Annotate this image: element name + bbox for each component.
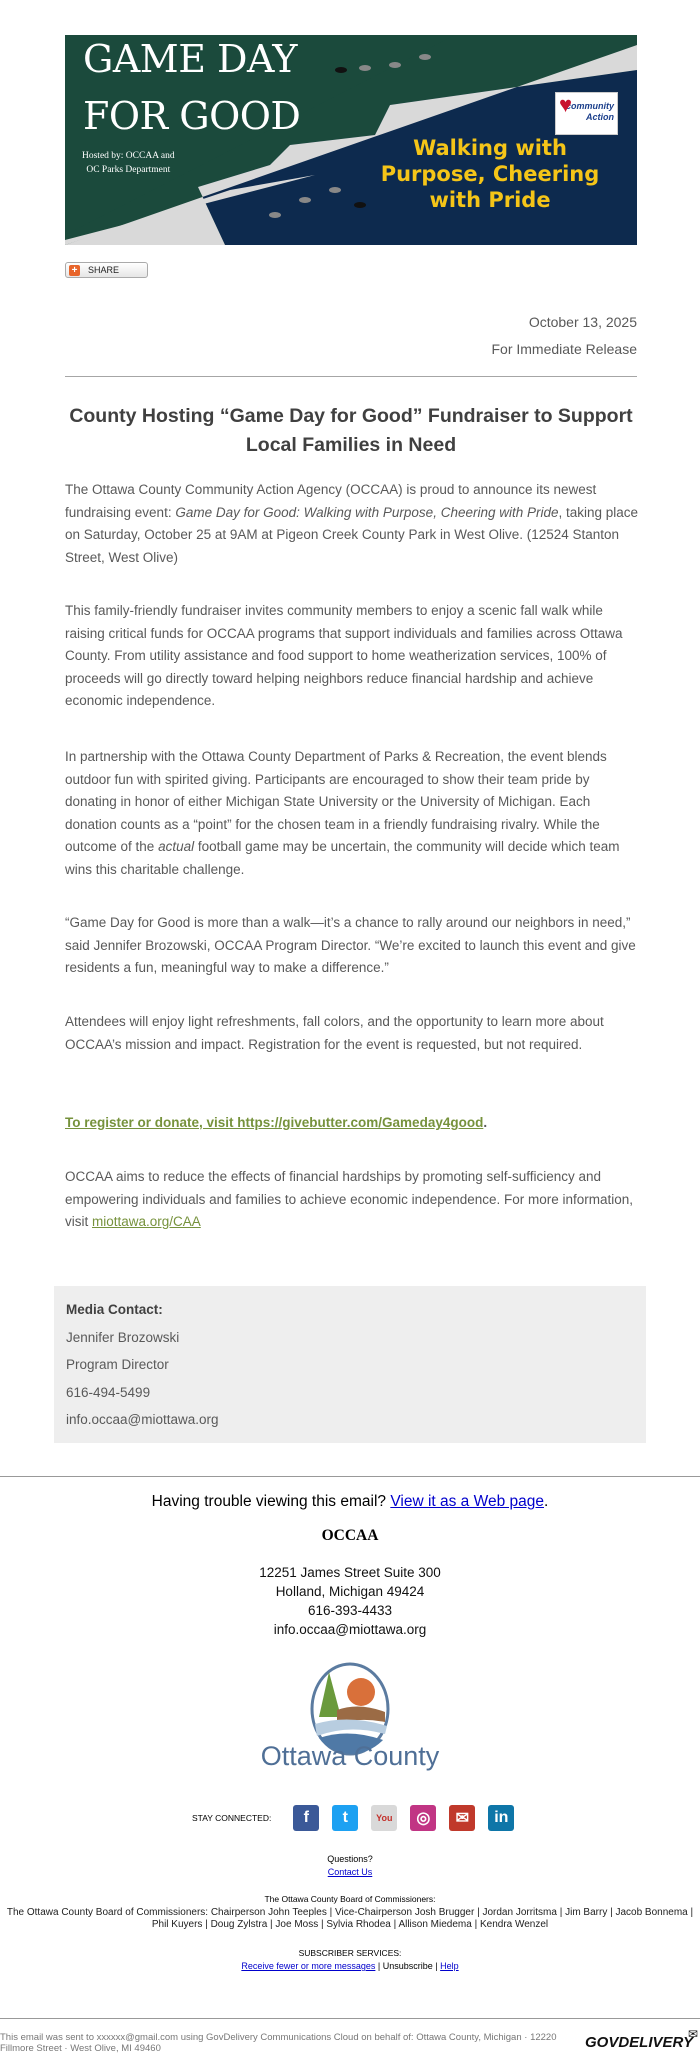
banner-slogan: Walking with Purpose, Cheering with Pride: [380, 136, 600, 212]
page-title: County Hosting “Game Day for Good” Fundraiser to Support Local Families in Need: [69, 405, 633, 456]
web-page-link[interactable]: View it as a Web page: [390, 1493, 544, 1510]
youtube-icon[interactable]: You: [371, 1805, 397, 1831]
facebook-icon[interactable]: f: [293, 1805, 319, 1831]
paragraph-quote: “Game Day for Good is more than a walk—it’s a chance to rally around our neighbors in need,” said Jennifer Brozowski, OCCAA Program Director. “We’re excited to launch this event and give residents a fun, meaningful way to make a difference.”: [65, 915, 636, 976]
share-button[interactable]: [65, 262, 148, 278]
text: The Ottawa County Community Action Agency (OCCAA) is proud to announce its newest fundraising event:: [65, 482, 597, 520]
text: .: [483, 1115, 488, 1130]
subscriber-heading: SUBSCRIBER SERVICES:: [298, 1948, 402, 1958]
envelope-icon: ✉: [688, 2027, 699, 2041]
banner-hosted-by: [82, 149, 175, 177]
release-date: October 13, 2025: [528, 314, 637, 330]
footer-divider: [0, 1476, 700, 1477]
release-type: For Immediate Release: [491, 341, 637, 357]
separator: |: [375, 1961, 383, 1971]
twitter-icon[interactable]: t: [332, 1805, 358, 1831]
event-banner: [65, 35, 637, 245]
org-name: OCCAA: [321, 1527, 379, 1544]
address-line2: Holland, Michigan 49424: [275, 1584, 425, 1599]
text: OCCAA aims to reduce the effects of financial hardships by promoting self-sufficiency and empowering individuals and families to achieve economic independence. For more information, visit: [65, 1169, 634, 1230]
linkedin-icon[interactable]: in: [488, 1805, 514, 1831]
register-link[interactable]: To register or donate, visit https://givebutter.com/Gameday4good: [65, 1115, 484, 1130]
emphasis: actual: [158, 839, 195, 855]
contact-us-link[interactable]: Contact Us: [327, 1867, 373, 1877]
questions-label: Questions?: [327, 1854, 373, 1864]
paragraph-partnership: [65, 746, 645, 882]
help-link[interactable]: Help: [440, 1961, 459, 1971]
paragraph-details: This family-friendly fundraiser invites community members to enjoy a scenic fall walk while raising critical funds for OCCAA programs that support individuals and families across Ottawa County. From utility assistance and food support to home weatherization services, 100% of proceeds will go directly toward helping neighbors reduce financial hardship and achieve economic independence.: [65, 603, 623, 709]
paragraph-mission: [65, 1166, 645, 1234]
contact-title: Program Director: [66, 1357, 169, 1373]
text: .: [544, 1493, 549, 1510]
email-icon[interactable]: ✉: [449, 1805, 475, 1831]
stay-connected: [192, 1805, 514, 1831]
community-action-logo: [555, 92, 618, 135]
media-contact-box: [54, 1286, 646, 1443]
instagram-icon[interactable]: ◎: [410, 1805, 436, 1831]
paragraph-intro: [65, 479, 645, 569]
contact-email: info.occaa@miottawa.org: [66, 1412, 219, 1428]
stay-connected-label: STAY CONNECTED:: [192, 1813, 272, 1823]
ottawa-county-logo-text: Ottawa County: [260, 1741, 440, 1771]
board-heading: The Ottawa County Board of Commissioners:: [264, 1894, 436, 1904]
text: Having trouble viewing this email?: [151, 1493, 391, 1510]
banner-title-line1: GAME DAY: [83, 37, 297, 81]
plus-icon: +: [69, 265, 80, 276]
paragraph-attendees: Attendees will enjoy light refreshments, fall colors, and the opportunity to learn more about OCCAA’s mission and impact. Registration for the event is requested, but not required.: [65, 1014, 604, 1052]
contact-phone: 616-494-5499: [66, 1384, 151, 1400]
contact-name: Jennifer Brozowski: [66, 1329, 180, 1345]
divider: [65, 376, 637, 377]
text: In partnership with the Ottawa County Department of Parks & Recreation, the event blends outdoor fun with spirited giving. Participants are encouraged to show their team pride by donating in honor of either Michigan State University or the University of Michigan. Each donation counts as a “point” for the chosen team in a friendly fundraising rivalry. While the outcome of the: [65, 749, 607, 855]
logo-text: community Action: [565, 101, 614, 122]
org-email: info.occaa@miottawa.org: [273, 1622, 427, 1637]
social-links: [293, 1805, 514, 1831]
text: football game may be uncertain, the community will decide which team wins this charitable challenge.: [65, 839, 620, 877]
address-line1: 12251 James Street Suite 300: [259, 1565, 441, 1580]
bottom-divider: [0, 2018, 700, 2019]
banner-title-line2: FOR GOOD: [83, 94, 301, 138]
sent-notice: This email was sent to xxxxxx@gmail.com using GovDelivery Communications Cloud on behalf of: Ottawa County, Michigan · 12220 Fillmore Street · West Olive, MI 49460: [0, 2032, 557, 2054]
register-line: [65, 1112, 645, 1135]
text: , taking place on Saturday, October 25 at 9AM at Pigeon Creek County Park in West Olive. (12524 Stanton Street, West Olive): [65, 504, 639, 565]
subscriber-links: [0, 1961, 700, 1971]
share-label: SHARE: [88, 265, 120, 275]
org-phone: 616-393-4433: [307, 1603, 393, 1618]
separator: |: [432, 1961, 441, 1971]
questions: [0, 1853, 700, 1879]
caa-link[interactable]: miottawa.org/CAA: [92, 1214, 201, 1230]
govdelivery-logo: GOVDELIVERY: [585, 2034, 694, 2051]
hosted-line1: Hosted by: OCCAA and: [82, 151, 175, 161]
board-members: The Ottawa County Board of Commissioners: Chairperson John Teeples | Vice-Chairperson Josh Brugger | Jordan Jorritsma | Jim Barry | Jacob Bonnema | Phil Kuyers | Doug Zylstra | Joe Moss | Sylvia Rhodea | Allison Miedema | Kendra Wenzel: [6, 1907, 694, 1930]
trouble-viewing: [0, 1493, 700, 1511]
manage-subscriptions-link[interactable]: Receive fewer or more messages: [241, 1961, 376, 1971]
hosted-line2: OC Parks Department: [86, 165, 171, 175]
heart-icon: ♥: [559, 92, 573, 117]
org-address: [0, 1563, 700, 1639]
unsubscribe-link[interactable]: Unsubscribe: [382, 1961, 433, 1971]
event-name: Game Day for Good: Walking with Purpose, Cheering with Pride: [175, 504, 559, 520]
media-contact-heading: Media Contact:: [66, 1302, 163, 1317]
